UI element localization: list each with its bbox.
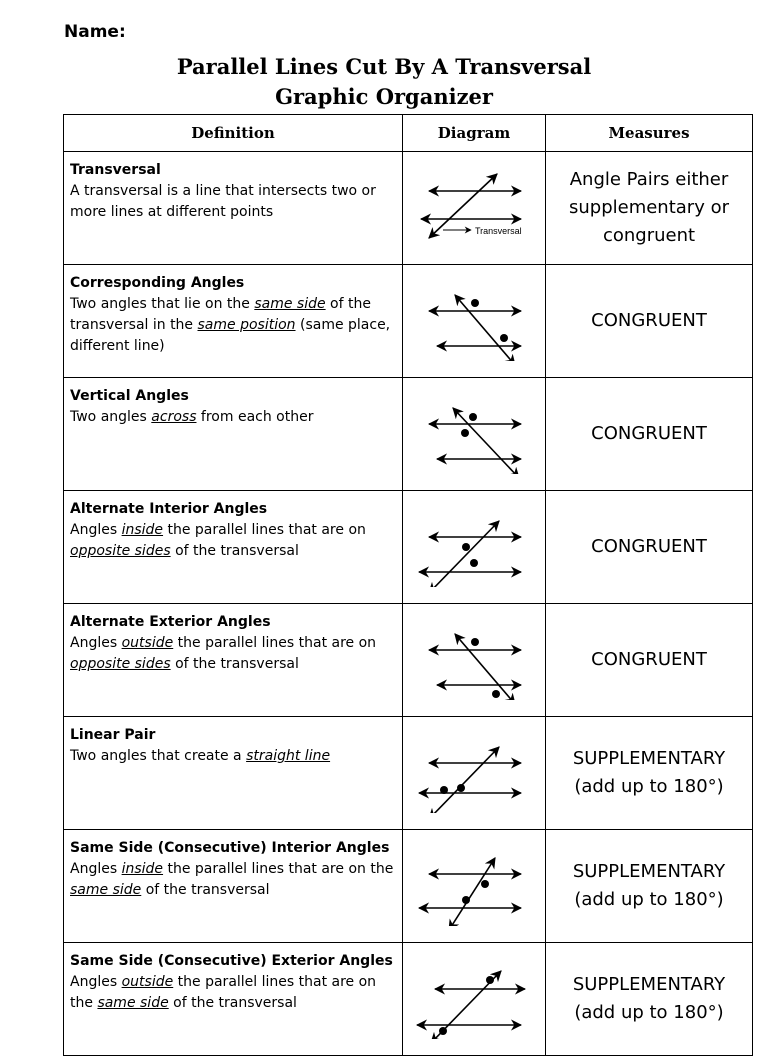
angle-dot bbox=[462, 543, 470, 551]
angle-dot bbox=[440, 786, 448, 794]
definition-cell bbox=[64, 491, 403, 604]
emphasis-text: opposite sides bbox=[70, 656, 171, 672]
alternate-interior-angles-diagram bbox=[409, 507, 539, 587]
transversal-diagram bbox=[409, 168, 539, 248]
definition-text: Angles bbox=[70, 861, 122, 877]
diagram-cell bbox=[403, 491, 546, 604]
term-title: Vertical Angles bbox=[70, 388, 189, 404]
alternate-exterior-angles-diagram bbox=[409, 620, 539, 700]
measure-text: congruent bbox=[602, 225, 696, 246]
definition-text: the parallel lines that are on bbox=[163, 522, 366, 538]
term-title: Transversal bbox=[70, 162, 161, 178]
measure-text: CONGRUENT bbox=[591, 649, 707, 670]
term-title: Alternate Exterior Angles bbox=[70, 614, 271, 630]
table-row bbox=[64, 152, 753, 265]
measure-text: CONGRUENT bbox=[591, 310, 707, 331]
definition-cell bbox=[64, 604, 403, 717]
emphasis-text: straight line bbox=[246, 748, 331, 764]
emphasis-text: across bbox=[151, 409, 197, 425]
table-row bbox=[64, 491, 753, 604]
angle-dot bbox=[471, 299, 479, 307]
definition-text: (same place, different line) bbox=[70, 317, 391, 354]
definition-text: from each other bbox=[196, 409, 314, 425]
diagram-cell bbox=[403, 378, 546, 491]
diagram-cell bbox=[403, 265, 546, 378]
definition-text: Two angles bbox=[70, 409, 152, 425]
same-side-exterior-angles-diagram bbox=[409, 959, 539, 1039]
definition-text: of the transversal bbox=[141, 882, 270, 898]
measure-cell bbox=[546, 378, 753, 491]
table-row bbox=[64, 378, 753, 491]
angle-dot bbox=[469, 413, 477, 421]
measure-text: SUPPLEMENTARY bbox=[572, 748, 726, 769]
page-title: Parallel Lines Cut By A Transversal bbox=[176, 54, 592, 79]
column-header-diagram: Diagram bbox=[403, 115, 546, 152]
measure-cell bbox=[546, 717, 753, 830]
definition-text: Angles bbox=[70, 635, 122, 651]
definition-text: of the transversal bbox=[170, 543, 299, 559]
definition-text: of the transversal bbox=[168, 995, 297, 1011]
angle-dot bbox=[481, 880, 489, 888]
angle-dot bbox=[500, 334, 508, 342]
angle-dot bbox=[470, 559, 478, 567]
emphasis-text: same position bbox=[197, 317, 296, 333]
definition-cell bbox=[64, 830, 403, 943]
table-row bbox=[64, 943, 753, 1056]
definition-text: Two angles that lie on the bbox=[70, 296, 255, 312]
diagram-cell bbox=[403, 604, 546, 717]
graphic-organizer-table bbox=[63, 114, 753, 1056]
table-row bbox=[64, 717, 753, 830]
emphasis-text: outside bbox=[121, 635, 174, 651]
table-header-row bbox=[64, 115, 753, 152]
emphasis-text: outside bbox=[121, 974, 174, 990]
diagram-cell bbox=[403, 830, 546, 943]
term-title: Corresponding Angles bbox=[70, 275, 245, 291]
same-side-interior-angles-diagram bbox=[409, 846, 539, 926]
angle-dot bbox=[439, 1027, 447, 1035]
angle-dot bbox=[457, 784, 465, 792]
emphasis-text: inside bbox=[121, 522, 164, 538]
angle-dot bbox=[471, 638, 479, 646]
emphasis-text: same side bbox=[254, 296, 326, 312]
emphasis-text: same side bbox=[97, 995, 169, 1011]
measure-cell bbox=[546, 830, 753, 943]
measure-text: CONGRUENT bbox=[591, 536, 707, 557]
corresponding-angles-diagram bbox=[409, 281, 539, 361]
diagram-cell bbox=[403, 717, 546, 830]
measure-cell bbox=[546, 943, 753, 1056]
definition-text: A transversal is a line that intersects two or more lines at different points bbox=[70, 183, 376, 220]
measure-text: SUPPLEMENTARY bbox=[572, 861, 726, 882]
measure-cell bbox=[546, 152, 753, 265]
diagram-cell bbox=[403, 943, 546, 1056]
angle-dot bbox=[462, 896, 470, 904]
angle-dot bbox=[486, 976, 494, 984]
measure-cell bbox=[546, 491, 753, 604]
column-header-definition: Definition bbox=[64, 115, 403, 152]
page-subtitle: Graphic Organizer bbox=[275, 84, 493, 109]
table-row bbox=[64, 604, 753, 717]
table-row bbox=[64, 830, 753, 943]
definition-text: the parallel lines that are on the bbox=[163, 861, 394, 877]
definition-cell bbox=[64, 152, 403, 265]
definition-text: Angles bbox=[70, 522, 122, 538]
definition-cell bbox=[64, 378, 403, 491]
measure-cell bbox=[546, 265, 753, 378]
measure-text: CONGRUENT bbox=[591, 423, 707, 444]
measure-text: (add up to 180°) bbox=[574, 1002, 724, 1023]
angle-dot bbox=[492, 690, 500, 698]
definition-text: of the transversal bbox=[170, 656, 299, 672]
definition-cell bbox=[64, 265, 403, 378]
angle-dot bbox=[461, 429, 469, 437]
vertical-angles-diagram bbox=[409, 394, 539, 474]
definition-cell bbox=[64, 943, 403, 1056]
term-title: Same Side (Consecutive) Interior Angles bbox=[70, 840, 390, 856]
term-title: Same Side (Consecutive) Exterior Angles bbox=[70, 953, 393, 969]
emphasis-text: same side bbox=[70, 882, 142, 898]
diagram-cell bbox=[403, 152, 546, 265]
emphasis-text: opposite sides bbox=[70, 543, 171, 559]
table-row bbox=[64, 265, 753, 378]
transversal-label: Transversal bbox=[475, 226, 522, 236]
term-title: Alternate Interior Angles bbox=[70, 501, 268, 517]
measure-cell bbox=[546, 604, 753, 717]
definition-cell bbox=[64, 717, 403, 830]
linear-pair-diagram bbox=[409, 733, 539, 813]
emphasis-text: inside bbox=[121, 861, 164, 877]
definition-text: the parallel lines that are on bbox=[173, 635, 377, 651]
measure-text: Angle Pairs either bbox=[569, 169, 729, 190]
measure-text: (add up to 180°) bbox=[574, 776, 724, 797]
definition-text: the parallel lines that are on the bbox=[70, 974, 377, 1011]
measure-text: SUPPLEMENTARY bbox=[572, 974, 726, 995]
definition-text: Angles bbox=[70, 974, 122, 990]
measure-text: supplementary or bbox=[568, 197, 729, 218]
name-label: Name: bbox=[64, 22, 126, 42]
measure-text: (add up to 180°) bbox=[574, 889, 724, 910]
term-title: Linear Pair bbox=[70, 727, 156, 743]
definition-text: of the transversal in the bbox=[70, 296, 371, 333]
definition-text: Two angles that create a bbox=[70, 748, 247, 764]
column-header-measures: Measures bbox=[546, 115, 753, 152]
